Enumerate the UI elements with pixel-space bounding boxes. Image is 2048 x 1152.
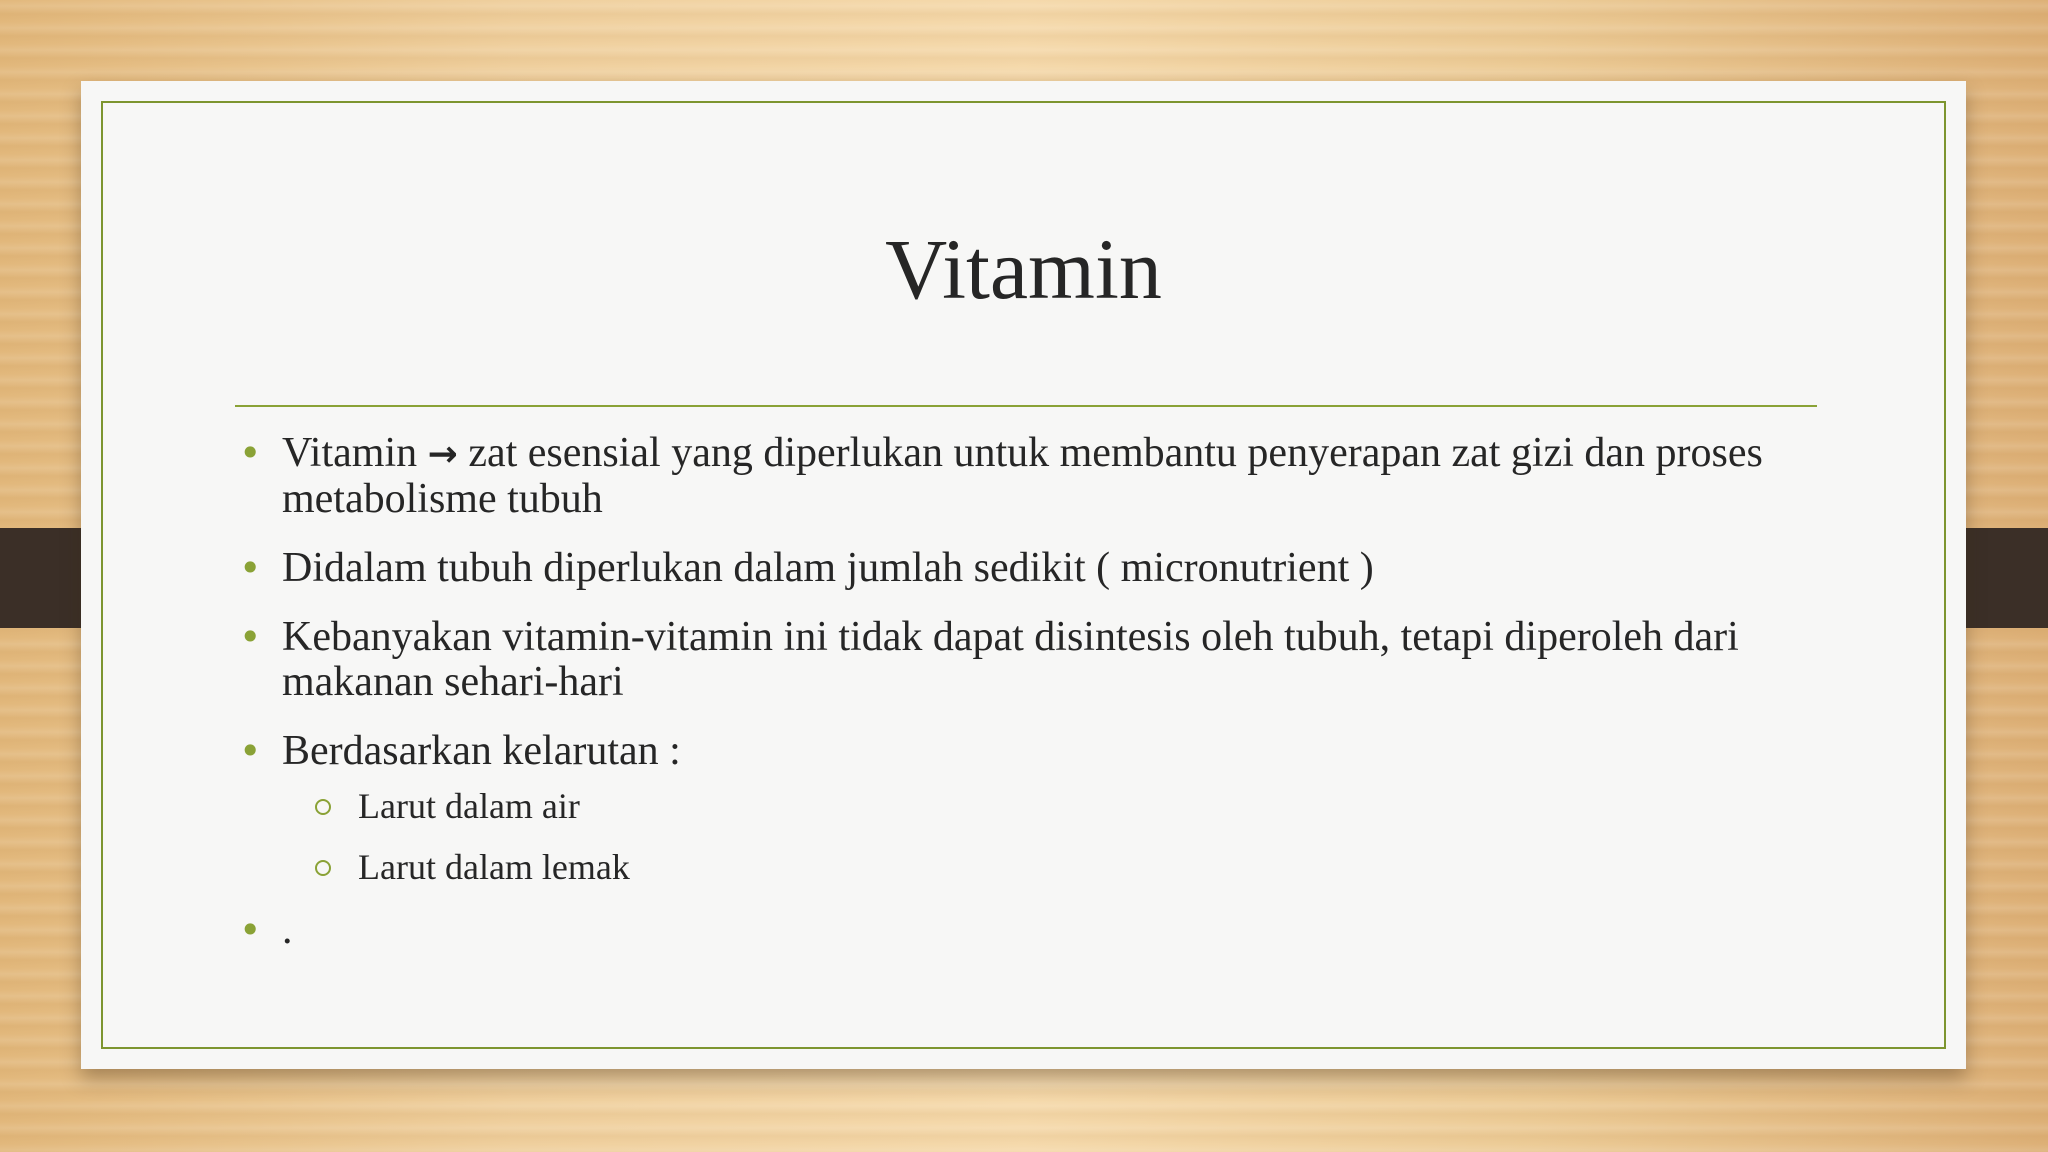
sub-bullet-text: Larut dalam lemak	[358, 847, 630, 887]
slide-paper	[81, 81, 1966, 1069]
bullet-icon: •	[239, 729, 262, 773]
bullet-text: Didalam tubuh diperlukan dalam jumlah sedikit ( micronutrient )	[282, 545, 1374, 591]
bullet-text: .	[282, 907, 293, 953]
sub-bullet-item	[235, 786, 1835, 826]
title-divider	[235, 405, 1817, 407]
slide-body	[235, 431, 1835, 977]
bullet-icon: •	[239, 431, 262, 475]
slide-title: Vitamin	[885, 221, 1162, 317]
bullet-text: Berdasarkan kelarutan :	[282, 728, 681, 774]
hollow-circle-bullet-icon	[315, 860, 331, 876]
bullet-text: Kebanyakan vitamin-vitamin ini tidak dapat disintesis oleh tubuh, tetapi diperoleh dari makanan sehari-hari	[282, 614, 1739, 705]
sub-bullet-item	[235, 847, 1835, 887]
bullet-text: zat esensial yang diperlukan untuk membantu penyerapan zat gizi dan proses metabolisme tubuh	[282, 430, 1763, 522]
bullet-lead: Vitamin	[282, 430, 418, 476]
bullet-item	[235, 729, 1835, 774]
bullet-icon: •	[239, 546, 262, 590]
bullet-icon: •	[239, 615, 262, 659]
sub-bullet-text: Larut dalam air	[358, 786, 580, 826]
bullet-item	[235, 908, 1835, 953]
bullet-item	[235, 431, 1835, 522]
bullet-item	[235, 546, 1835, 591]
hollow-circle-bullet-icon	[315, 799, 331, 815]
bullet-icon: •	[239, 908, 262, 952]
bullet-item	[235, 615, 1835, 705]
right-arrow-icon: →	[427, 434, 458, 475]
